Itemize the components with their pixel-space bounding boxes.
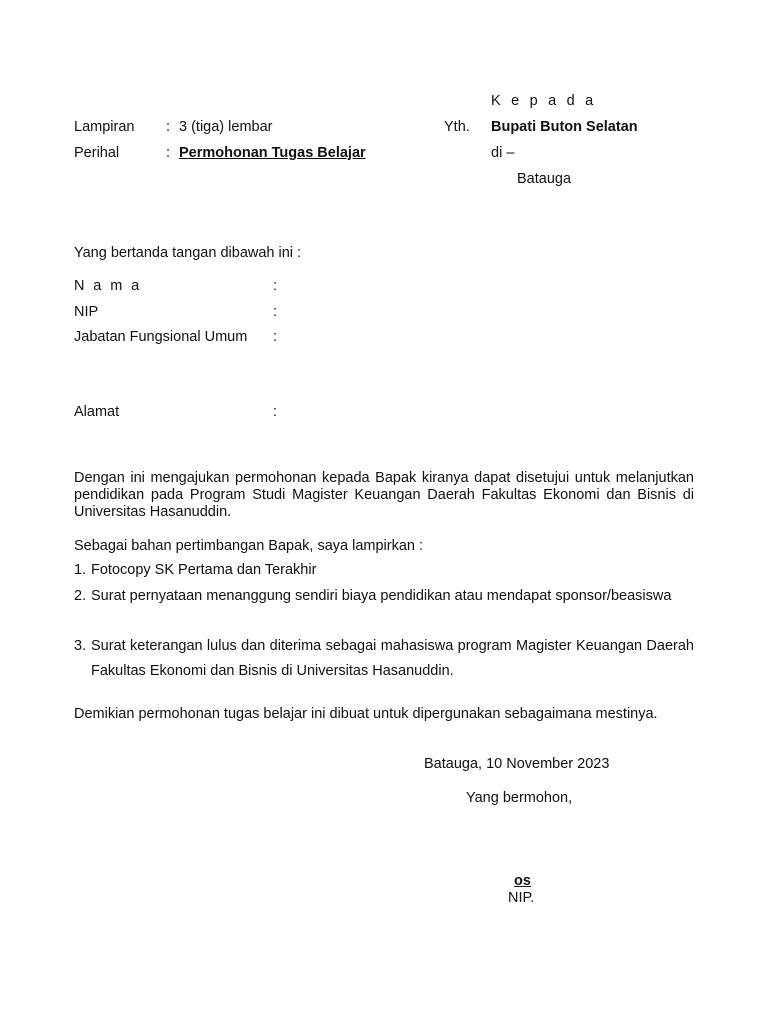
body-paragraph: Dengan ini mengajukan permohonan kepada Bapak kiranya dapat disetujui untuk melanjutkan pendidikan pada Program Studi Magister Keuangan Daerah Fakultas Ekonomi dan Bisnis di Universitas Hasanuddin.	[74, 470, 694, 520]
list-item-number: 2.	[74, 588, 87, 604]
list-item	[74, 558, 694, 583]
list-item-text: Surat keterangan lulus dan diterima sebagai mahasiswa program Magister Keuangan Daerah Fakultas Ekonomi dan Bisnis di Universitas Hasanuddin.	[91, 638, 694, 679]
signature-name: os	[514, 873, 531, 889]
list-item	[74, 584, 694, 609]
perihal-value: Permohonan Tugas Belajar	[179, 145, 366, 161]
field-colon-jabatan: :	[273, 329, 278, 345]
list-item-text: Surat pernyataan menanggung sendiri biaya pendidikan atau mendapat sponsor/beasiswa	[91, 588, 672, 604]
field-colon-alamat: :	[273, 404, 278, 420]
list-item-number: 3.	[74, 638, 87, 654]
field-label-alamat: Alamat	[74, 404, 120, 420]
lampiran-label: Lampiran	[74, 119, 135, 135]
signature-nip: NIP.	[508, 890, 535, 906]
field-label-nip: NIP	[74, 304, 99, 320]
signature-place-date: Batauga, 10 November 2023	[424, 756, 610, 772]
field-colon-nip: :	[273, 304, 278, 320]
signature-salutation: Yang bermohon,	[466, 790, 573, 806]
field-colon-nama: :	[273, 278, 278, 294]
recipient-kepada: K e p a d a	[491, 93, 597, 109]
recipient-name: Bupati Buton Selatan	[491, 119, 638, 135]
closing-paragraph: Demikian permohonan tugas belajar ini dibuat untuk dipergunakan sebagaimana mestinya.	[74, 706, 658, 722]
field-label-nama: N a m a	[74, 278, 142, 294]
lampiran-value: 3 (tiga) lembar	[179, 119, 273, 135]
lampiran-colon: :	[166, 119, 171, 135]
list-item-text: Fotocopy SK Pertama dan Terakhir	[91, 562, 317, 578]
recipient-city: Batauga	[517, 171, 572, 187]
perihal-colon: :	[166, 145, 171, 161]
list-item	[74, 634, 694, 684]
field-label-jabatan: Jabatan Fungsional Umum	[74, 329, 248, 345]
recipient-yth: Yth.	[444, 119, 470, 135]
recipient-di: di –	[491, 145, 515, 161]
list-item-number: 1.	[74, 562, 87, 578]
intro-text: Yang bertanda tangan dibawah ini :	[74, 245, 302, 261]
perihal-label: Perihal	[74, 145, 120, 161]
attachments-intro: Sebagai bahan pertimbangan Bapak, saya lampirkan :	[74, 538, 424, 554]
